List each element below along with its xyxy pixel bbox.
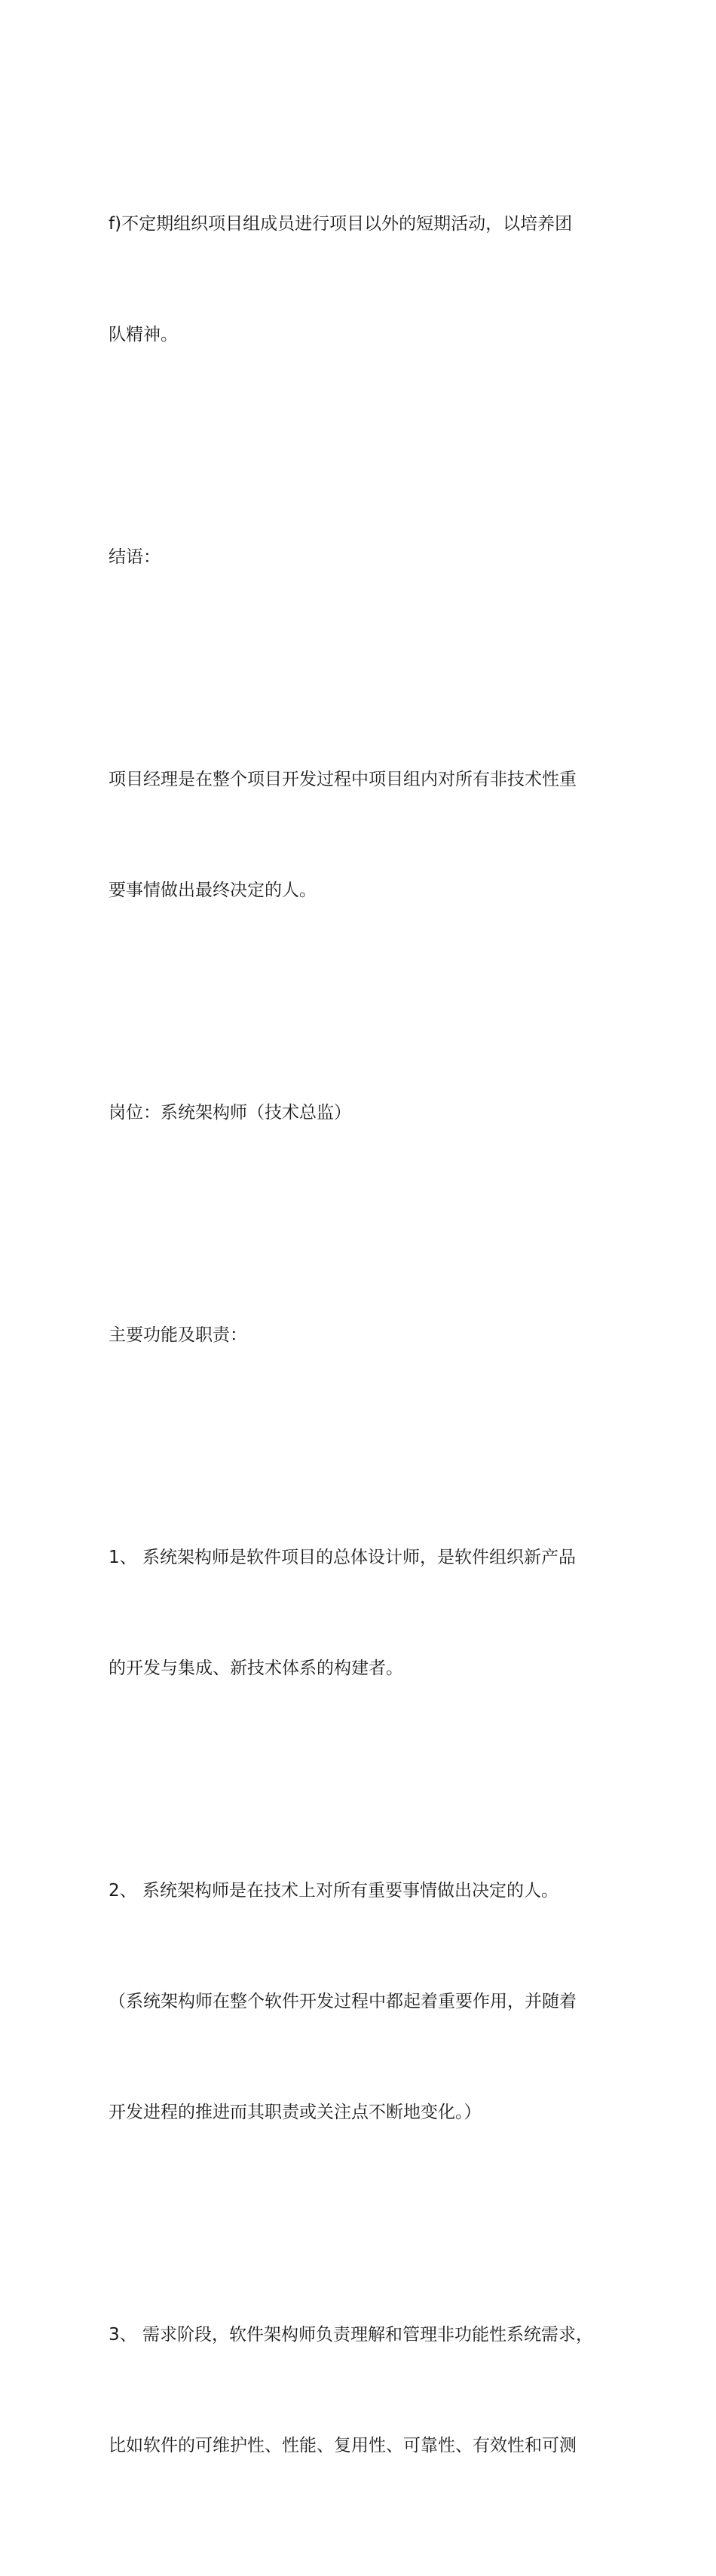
text-line: 3、 需求阶段，软件架构师负责理解和管理非功能性系统需求， [109, 2325, 593, 2345]
text-line: 项目经理是在整个项目开发过程中项目组内对所有非技术性重 [109, 770, 577, 789]
document-body [109, 132, 615, 2576]
paragraph-position-title [109, 1021, 615, 1205]
paragraph-conclusion-heading [109, 465, 615, 650]
text-line: 结语： [109, 547, 161, 567]
text-line: f)不定期组织项目组成员进行项目以外的短期活动，以培养团 [109, 214, 573, 234]
text-line: 主要功能及职责： [109, 1325, 247, 1345]
paragraph-duty-1 [109, 1466, 615, 1761]
text-line: 的开发与集成、新技术体系的构建者。 [109, 1659, 403, 1678]
text-line: 开发进程的推进而其职责或关注点不断地变化。） [109, 2103, 482, 2122]
paragraph-duties-heading [109, 1243, 615, 1428]
text-line: 2、 系统架构师是在技术上对所有重要事情做出决定的人。 [109, 1881, 558, 1901]
text-line: 1、 系统架构师是软件项目的总体设计师，是软件组织新产品 [109, 1548, 576, 1567]
paragraph-team-activities [109, 132, 615, 427]
paragraph-duty-2 [109, 1799, 615, 2205]
paragraph-conclusion [109, 688, 615, 983]
text-line: 要事情做出最终决定的人。 [109, 881, 317, 900]
text-line: （系统架构师在整个软件开发过程中都起着重要作用，并随着 [109, 1992, 577, 2011]
text-line: 队精神。 [109, 325, 178, 345]
text-line: 比如软件的可维护性、性能、复用性、可靠性、有效性和可测 [109, 2436, 577, 2455]
paragraph-duty-3 [109, 2243, 615, 2538]
text-line: 岗位：系统架构师（技术总监） [109, 1103, 351, 1123]
